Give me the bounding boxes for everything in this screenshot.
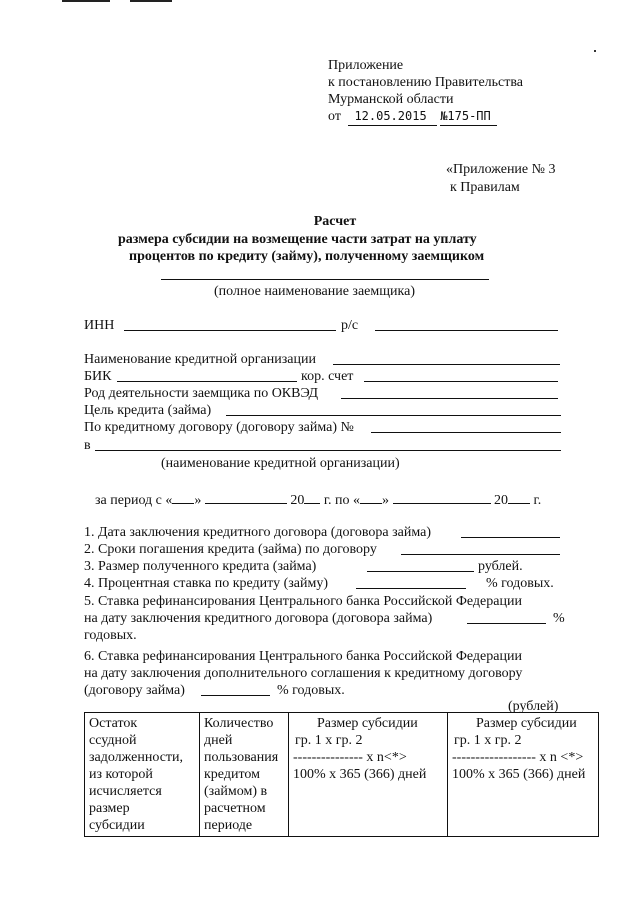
header-line: Приложение (328, 58, 404, 73)
table-header-cell (289, 713, 448, 837)
item-2: 2. Сроки погашения кредита (займа) по договору (84, 542, 377, 557)
borrower-caption: (полное наименование заемщика) (214, 284, 415, 299)
period-blank[interactable] (205, 491, 287, 504)
in-label: в (84, 438, 91, 453)
header-line: к постановлению Правительства (328, 75, 524, 90)
cell-line: кредитом (204, 767, 260, 782)
credit-org-line[interactable] (333, 364, 560, 365)
period-blank[interactable] (172, 491, 194, 504)
period-text: за период с « (95, 493, 173, 508)
item-5-text: на дату заключения кредитного договора (договора займа) (84, 611, 433, 626)
kor-line[interactable] (364, 381, 558, 382)
cell-line: размер (89, 801, 130, 816)
item-4-line[interactable] (356, 588, 466, 589)
period-row (95, 491, 541, 509)
item-5-text: годовых. (84, 628, 137, 643)
title-line: процентов по кредиту (займу), полученному заемщиком (129, 249, 485, 264)
header-line: Мурманской области (328, 92, 454, 107)
period-text: » (194, 493, 202, 508)
item-6: 6. Ставка рефинансирования Центрального банка Российской Федерации (84, 649, 522, 664)
item-3-line[interactable] (367, 571, 474, 572)
kor-label: кор. счет (301, 369, 354, 384)
inn-line[interactable] (124, 330, 336, 331)
cell-line: дней (204, 733, 233, 748)
unit-label: (рублей) (508, 699, 559, 714)
purpose-line[interactable] (226, 415, 561, 416)
item-3: 3. Размер полученного кредита (займа) (84, 559, 317, 574)
cell-line: 100% х 365 (366) дней (452, 767, 586, 782)
org-caption: (наименование кредитной организации) (161, 456, 400, 471)
inn-label: ИНН (84, 318, 115, 333)
okved-label: Род деятельности заемщика по ОКВЭД (84, 386, 319, 401)
item-4-unit: % годовых. (486, 576, 554, 591)
from-label: от (328, 109, 341, 124)
cell-line: 100% х 365 (366) дней (293, 767, 427, 782)
scan-mark (62, 0, 110, 2)
item-4: 4. Процентная ставка по кредиту (займу) (84, 576, 328, 591)
cell-line: Размер субсидии (476, 716, 577, 731)
cell-line: субсидии (89, 818, 145, 833)
agreement-line[interactable] (371, 432, 561, 433)
item-5-percent: % (553, 611, 565, 626)
period-blank[interactable] (393, 491, 491, 504)
purpose-label: Цель кредита (займа) (84, 403, 212, 418)
rs-line[interactable] (375, 330, 558, 331)
okved-line[interactable] (341, 398, 558, 399)
borrower-line (161, 279, 489, 280)
cell-line: расчетном (204, 801, 266, 816)
in-line[interactable] (95, 450, 561, 451)
table-header-cell (85, 713, 200, 837)
cell-line: гр. 1 х гр. 2 (295, 733, 363, 748)
period-text: 20 (494, 493, 509, 508)
item-3-unit: рублей. (478, 559, 523, 574)
item-6-text: на дату заключения дополнительного соглашения к кредитному договору (84, 666, 523, 681)
title-line: размера субсидии на возмещение части затрат на уплату (118, 232, 477, 247)
bik-label: БИК (84, 369, 112, 384)
item-2-line[interactable] (401, 554, 560, 555)
cell-line: задолженности, (89, 750, 184, 765)
item-5: 5. Ставка рефинансирования Центрального банка Российской Федерации (84, 594, 522, 609)
credit-org-label: Наименование кредитной организации (84, 352, 316, 367)
cell-line: ссудной (89, 733, 137, 748)
appendix-line: к Правилам (450, 180, 520, 195)
item-6-line[interactable] (201, 695, 270, 696)
table-row (85, 713, 599, 837)
header-date-row (328, 108, 497, 126)
item-6-unit: % годовых. (277, 683, 345, 698)
item-1: 1. Дата заключения кредитного договора (договора займа) (84, 525, 432, 540)
period-text: » (382, 493, 390, 508)
item-5-line[interactable] (467, 623, 546, 624)
cell-line: ------------------ х n <*> (452, 750, 584, 765)
cell-line: из которой (89, 767, 153, 782)
cell-line: --------------- х n<*> (293, 750, 407, 765)
agreement-label: По кредитному договору (договору займа) № (84, 420, 354, 435)
period-text: г. по « (323, 493, 361, 508)
scan-mark (130, 0, 172, 2)
period-blank[interactable] (508, 491, 530, 504)
table-header-cell (448, 713, 599, 837)
item-6-text: (договору займа) (84, 683, 185, 698)
subsidy-table (84, 712, 599, 837)
item-1-line[interactable] (461, 537, 560, 538)
period-text: 20 (290, 493, 305, 508)
table-header-cell (200, 713, 289, 837)
cell-line: Количество (204, 716, 274, 731)
cell-line: периоде (204, 818, 253, 833)
cell-line: Размер субсидии (317, 716, 418, 731)
appendix-line: «Приложение № 3 (446, 162, 556, 177)
speck (594, 50, 596, 52)
decree-number: №175-ПП (440, 108, 497, 126)
rs-label: р/с (341, 318, 359, 333)
decree-date: 12.05.2015 (348, 108, 436, 126)
cell-line: гр. 1 х гр. 2 (454, 733, 522, 748)
period-blank[interactable] (304, 491, 320, 504)
period-blank[interactable] (360, 491, 382, 504)
cell-line: пользования (204, 750, 279, 765)
cell-line: Остаток (89, 716, 138, 731)
cell-line: (займом) в (204, 784, 268, 799)
document-title: Расчет (313, 214, 357, 229)
period-text: г. (533, 493, 542, 508)
cell-line: исчисляется (89, 784, 162, 799)
bik-line[interactable] (117, 381, 297, 382)
